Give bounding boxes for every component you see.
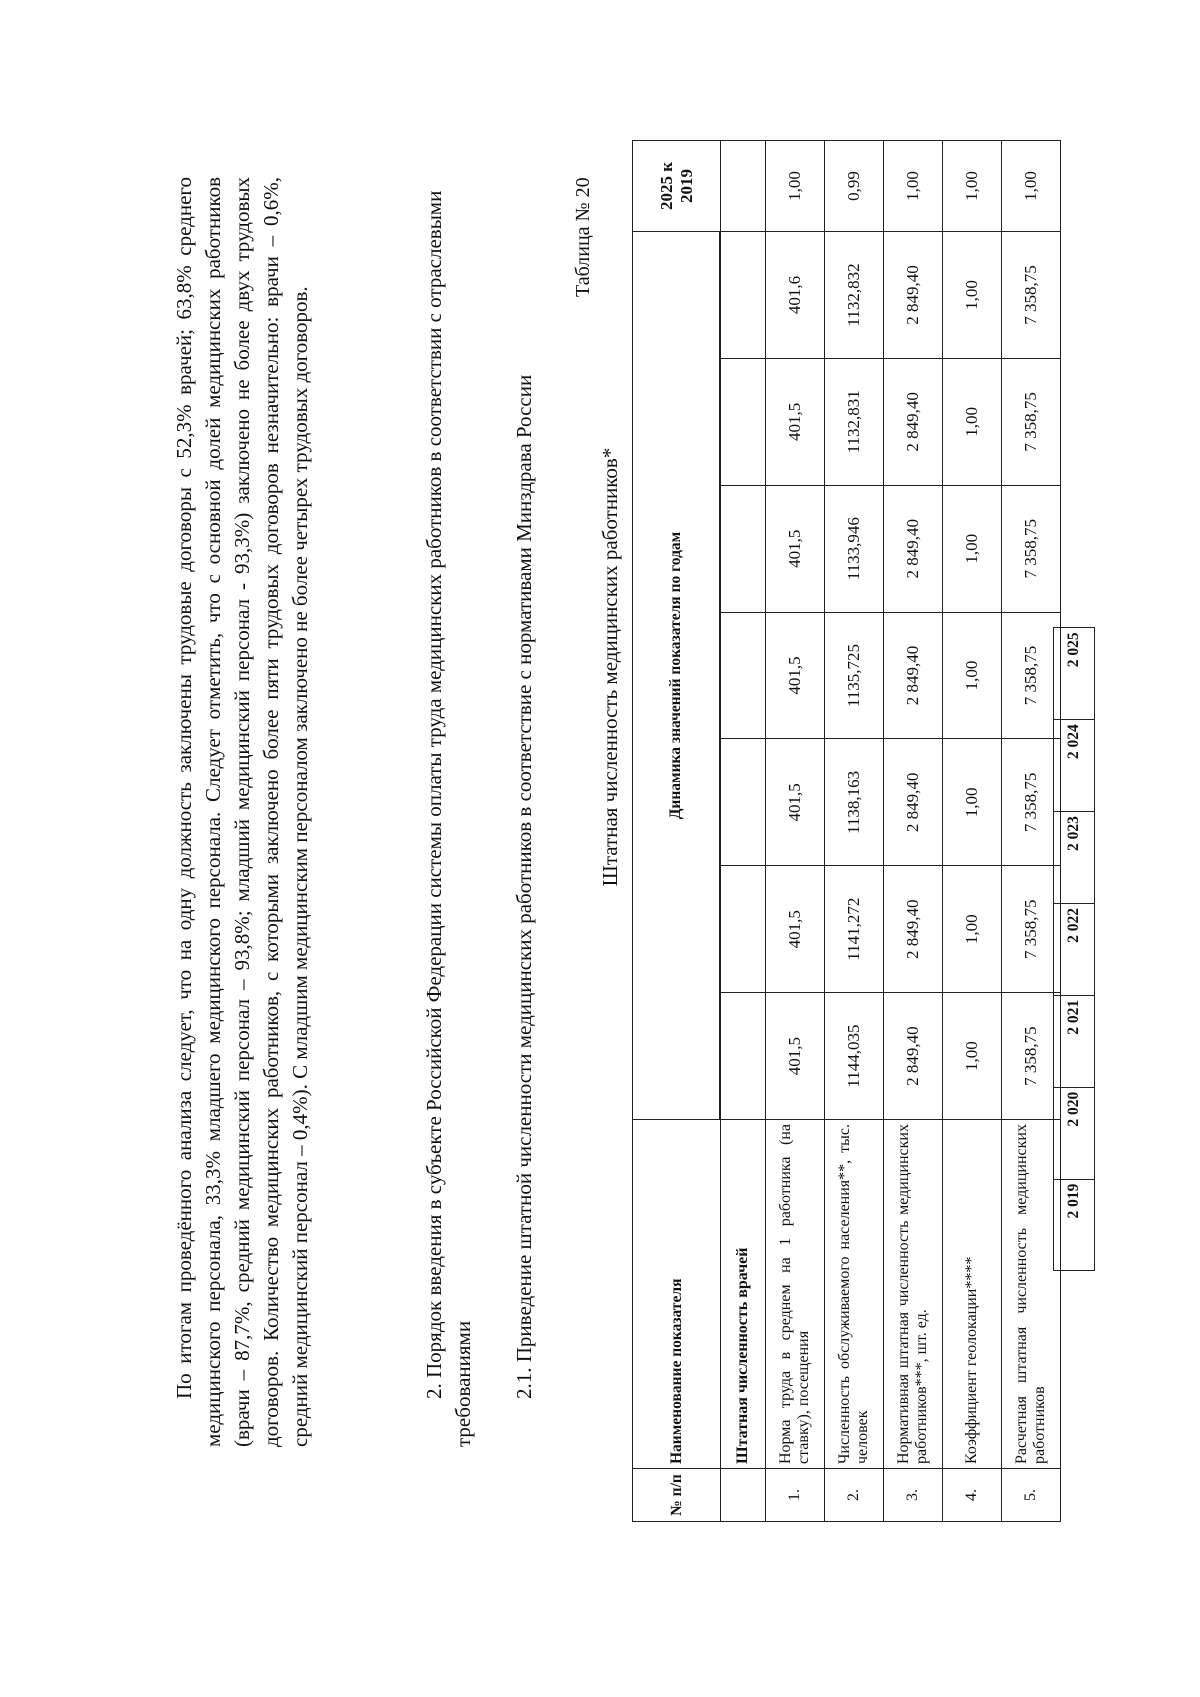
section-heading-2-1: 2.1. Приведение штатной численности медицинских работников в соответствие с нормативами Минздрава России [512,374,536,1399]
table-row: 5. Расчетная штатная численность медицинских работников 7 358,75 7 358,75 7 358,75 7 358,75 7 358,75 7 358,75 7 358,75 1,00 [1002,141,1061,1522]
table-row: 4. Коэффициент геолокации**** 1,00 1,00 1,00 1,00 1,00 1,00 1,00 1,00 [943,141,1002,1522]
staff-table [632,140,1082,1522]
header-name: Наименование показателя [633,1120,721,1469]
year-header: 2 020 [1053,1087,1094,1179]
year-header: 2 024 [1053,720,1094,812]
section-heading-2: 2. Порядок введения в субъекте Российской Федерации системы оплаты труда медицинских работников в соответствии с отраслевыми требованиями [422,190,475,1447]
table-row: 2. Численность обслуживаемого населения**, тыс. человек 1144,035 1141,272 1138,163 1135,725 1133,946 1132,831 1132,832 0,99 [825,141,884,1522]
table-section-row [721,141,766,1522]
year-header: 2 021 [1053,995,1094,1087]
year-header: 2 025 [1053,628,1094,720]
section-header: Штатная численность врачей [721,1120,766,1469]
header-dynamics: Динамика значений показателя по годам [633,232,720,1120]
header-num: № п/п [633,1469,721,1522]
year-header: 2 022 [1053,904,1094,996]
table-row: 1. Норма труда в среднем на 1 работника (на ставку), посещения 401,5 401,5 401,5 401,5 401,5 401,5 401,6 1,00 [766,141,825,1522]
year-header: 2 019 [1053,1179,1094,1271]
table-row: 3. Нормативная штатная численность медицинских работников***, шт. ед. 2 849,40 2 849,40 2 849,40 2 849,40 2 849,40 2 849,40 2 849,40 1,00 [884,141,943,1522]
analysis-paragraph: По итогам проведённого анализа следует, что на одну должность заключены трудовые договоры с 52,3% врачей; 63,8% среднего медицинского персонала, 33,3% младшего медицинского персонала. Следует отметить, что с основной долей медицинских работников (врачи – 87,7%, средний медицинский персонал – 93,8%; младший медицинский персонал - 93,3%) заключено не более двух трудовых договоров. Количество медицинских работников, с которыми заключено более пяти трудовых договоров незначительно: врачи – 0,6%, средний медицинский персонал – 0,4%). С младшим медицинским персоналом заключено не более четырех трудовых договоров. [172,177,312,1447]
header-ratio: 2025 к 2019 [633,141,721,232]
table-title: Штатная численность медицинских работников* [598,447,622,887]
year-header: 2 023 [1053,812,1094,904]
table-number: Таблица № 20 [572,177,594,297]
